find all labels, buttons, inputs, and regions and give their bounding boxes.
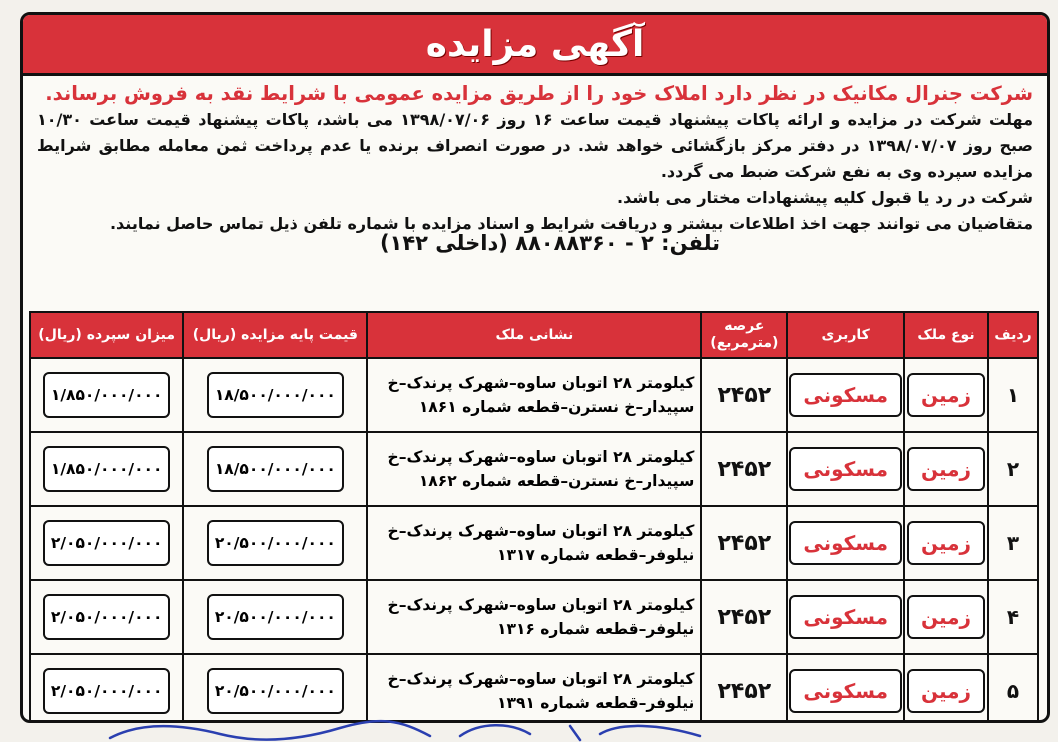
col-base-price: قیمت پایه مزایده (ریال) (182, 311, 366, 359)
usage-box: مسکونی (789, 521, 902, 565)
type-box: زمین (907, 373, 985, 417)
type-box: زمین (907, 521, 985, 565)
cell-row: ۳ (987, 507, 1039, 581)
cell-row: ۲ (987, 433, 1039, 507)
cell-address: کیلومتر ۲۸ اتوبان ساوه–شهرک پرندک–خ نیلوفر–قطعه شماره ۱۳۹۱ (366, 655, 700, 723)
cell-address: کیلومتر ۲۸ اتوبان ساوه–شهرک پرندک–خ سپیدار–خ نسترن–قطعه شماره ۱۸۶۱ (366, 359, 700, 433)
deposit-box: ۱/۸۵۰/۰۰۰/۰۰۰ (43, 446, 171, 492)
col-address: نشانی ملک (366, 311, 700, 359)
cell-deposit (29, 581, 182, 655)
table-row (29, 655, 1039, 723)
cell-usage (786, 581, 903, 655)
cell-deposit (29, 507, 182, 581)
notice-header (23, 15, 1047, 76)
type-box: زمین (907, 669, 985, 713)
handwritten-mark (100, 716, 720, 742)
notice-title: آگهی مزایده (425, 23, 645, 65)
cell-deposit (29, 359, 182, 433)
cell-area: ۲۴۵۲ (700, 433, 786, 507)
deposit-box: ۲/۰۵۰/۰۰۰/۰۰۰ (43, 520, 171, 566)
deposit-box: ۲/۰۵۰/۰۰۰/۰۰۰ (43, 594, 171, 640)
cell-base-price (182, 655, 366, 723)
cell-base-price (182, 359, 366, 433)
base-price-box: ۱۸/۵۰۰/۰۰۰/۰۰۰ (207, 446, 344, 492)
cell-row: ۱ (987, 359, 1039, 433)
cell-base-price (182, 581, 366, 655)
usage-box: مسکونی (789, 373, 902, 417)
table-row (29, 359, 1039, 433)
col-usage: کاربری (786, 311, 903, 359)
cell-usage (786, 433, 903, 507)
cell-deposit (29, 433, 182, 507)
table-row (29, 507, 1039, 581)
cell-type (903, 507, 987, 581)
table-row (29, 433, 1039, 507)
cell-type (903, 433, 987, 507)
property-table (29, 311, 1039, 723)
deadline-paragraph: مهلت شرکت در مزایده و ارائه پاکات پیشنهاد قیمت ساعت ۱۶ روز ۱۳۹۸/۰۷/۰۶ می باشد، پاکات پیشنهاد قیمت ساعت ۱۰/۳۰ صبح روز ۱۳۹۸/۰۷/۰۷ در دفتر مرکز بازگشائی خواهد شد. در صورت انصراف برنده یا عدم پرداخت ثمن معامله مطابق شرایط مزایده سپرده وی به نفع شرکت ضبط می گردد. (37, 110, 1033, 181)
usage-box: مسکونی (789, 595, 902, 639)
cell-area: ۲۴۵۲ (700, 507, 786, 581)
cell-type (903, 655, 987, 723)
deposit-box: ۲/۰۵۰/۰۰۰/۰۰۰ (43, 668, 171, 714)
base-price-box: ۱۸/۵۰۰/۰۰۰/۰۰۰ (207, 372, 344, 418)
deposit-box: ۱/۸۵۰/۰۰۰/۰۰۰ (43, 372, 171, 418)
cell-row: ۴ (987, 581, 1039, 655)
cell-row: ۵ (987, 655, 1039, 723)
col-type: نوع ملک (903, 311, 987, 359)
base-price-box: ۲۰/۵۰۰/۰۰۰/۰۰۰ (207, 520, 344, 566)
notice-frame (20, 12, 1050, 723)
cell-address: کیلومتر ۲۸ اتوبان ساوه–شهرک پرندک–خ نیلوفر–قطعه شماره ۱۳۱۶ (366, 581, 700, 655)
cell-base-price (182, 507, 366, 581)
notice-body (23, 76, 1047, 255)
phone-number: تلفن: ۲ - ۸۸۰۸۸۳۶۰ (داخلی ۱۴۲) (379, 231, 721, 255)
cell-area: ۲۴۵۲ (700, 655, 786, 723)
cell-deposit (29, 655, 182, 723)
type-box: زمین (907, 447, 985, 491)
contact-paragraph: متقاضیان می توانند جهت اخذ اطلاعات بیشتر و دریافت شرایط و اسناد مزایده با شماره تلفن ذیل تماس حاصل نمایند. (109, 214, 1033, 233)
table-header-row (29, 311, 1039, 359)
col-area: عرصه (مترمربع) (700, 311, 786, 359)
type-box: زمین (907, 595, 985, 639)
cell-usage (786, 655, 903, 723)
base-price-box: ۲۰/۵۰۰/۰۰۰/۰۰۰ (207, 668, 344, 714)
cell-type (903, 359, 987, 433)
cell-address: کیلومتر ۲۸ اتوبان ساوه–شهرک پرندک–خ نیلوفر–قطعه شماره ۱۳۱۷ (366, 507, 700, 581)
col-deposit: میزان سپرده (ریال) (29, 311, 182, 359)
cell-area: ۲۴۵۲ (700, 581, 786, 655)
base-price-box: ۲۰/۵۰۰/۰۰۰/۰۰۰ (207, 594, 344, 640)
col-row: ردیف (987, 311, 1039, 359)
lead-sentence: شرکت جنرال مکانیک در نظر دارد املاک خود را از طریق مزایده عمومی با شرایط نقد به فروش برساند. (45, 82, 1033, 105)
rights-paragraph: شرکت در رد یا قبول کلیه پیشنهادات مختار می باشد. (617, 188, 1033, 207)
cell-usage (786, 507, 903, 581)
table-row (29, 581, 1039, 655)
cell-base-price (182, 433, 366, 507)
cell-address: کیلومتر ۲۸ اتوبان ساوه–شهرک پرندک–خ سپیدار–خ نسترن–قطعه شماره ۱۸۶۲ (366, 433, 700, 507)
cell-area: ۲۴۵۲ (700, 359, 786, 433)
usage-box: مسکونی (789, 447, 902, 491)
cell-usage (786, 359, 903, 433)
usage-box: مسکونی (789, 669, 902, 713)
cell-type (903, 581, 987, 655)
